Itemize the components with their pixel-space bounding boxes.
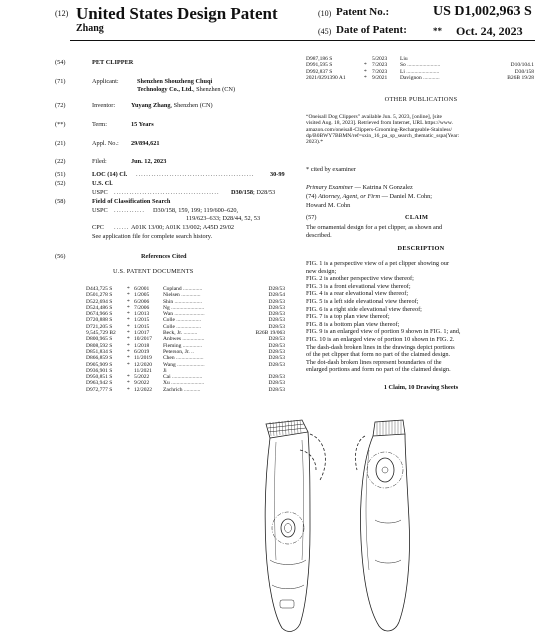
applicant-name: Shenzhen Shouzheng Chuqi (137, 78, 213, 85)
ref-leader: .......... (182, 330, 198, 337)
ref-leader: .. (189, 348, 194, 355)
ref-cited-star: * (127, 311, 130, 318)
date-stars: ** (433, 26, 442, 36)
ref-leader: ............ (182, 386, 201, 393)
ref-class: D28/53 (268, 361, 285, 368)
ref-inventor: Ji (163, 367, 167, 374)
reference-row (306, 75, 534, 81)
ref-date: 11/2021 (134, 367, 152, 374)
loc-leader: .............................................. (136, 171, 255, 178)
ref-date: 1/2005 (134, 292, 150, 299)
ref-inventor: Chen .................... (163, 355, 204, 362)
appl-label: Appl. No.: (92, 140, 119, 147)
ref-cited-star: * (364, 62, 367, 69)
ref-number: D992,837 S (306, 68, 333, 75)
ref-date: 1/2017 (134, 330, 150, 337)
ref-leader: ...................... (170, 374, 203, 381)
loc-label: LOC (14) Cl. (92, 171, 128, 178)
description-line: FIG. 8 is a bottom plan view thereof; (306, 320, 400, 328)
claim-line2: described. (306, 232, 332, 239)
claim-title: CLAIM (405, 214, 429, 221)
clipper-rear-perspective-drawing (345, 410, 435, 640)
ref-cited-star: * (127, 323, 130, 330)
uscl-label: U.S. Cl. (92, 180, 113, 187)
ref-date: 1/2013 (134, 311, 150, 318)
applicant-code: (71) (55, 78, 66, 85)
description-text (306, 260, 538, 374)
other-publication-line: dp/B0BWY7BBMN/ref=sxin_16_pa_sp_search_thematic_sspa(Year: (306, 132, 460, 139)
document-title: United States Design Patent (76, 4, 278, 23)
ref-number: D936,901 S (86, 367, 113, 374)
ref-cited-star: * (364, 74, 367, 81)
ref-number: D972,777 S (86, 386, 113, 393)
ref-leader: ................ (181, 336, 205, 343)
term-value: 15 Years (131, 121, 154, 128)
description-line: FIG. 10 is an enlarged view of portion 10 shown in FIG. 2. (306, 335, 455, 343)
ref-date: 7/2006 (134, 304, 150, 311)
ref-number: D800,965 S (86, 336, 113, 343)
ref-date: 7/2023 (372, 62, 388, 69)
ref-leader: ........................ (169, 380, 205, 387)
patent-no-label: Patent No.: (336, 6, 390, 18)
description-line: enlarged portions and form no part of the claimed design. (306, 366, 451, 374)
clipper-perspective-drawing (230, 410, 350, 640)
ref-leader: .................... (173, 298, 202, 305)
uspc-value: D30/158; D28/53 (231, 189, 276, 196)
ref-date: 5/2023 (372, 56, 388, 62)
ref-class: B26B 19/28 (507, 74, 534, 81)
ref-class: D28/53 (268, 355, 285, 362)
ref-class: D28/53 (268, 323, 285, 330)
title-code: (54) (55, 59, 66, 66)
ref-inventor: Copland .............. (163, 286, 203, 292)
ref-number: 2021/0291390 A1 (306, 74, 346, 81)
ref-date: 11/2019 (134, 355, 152, 362)
ref-number: D720,888 S (86, 317, 113, 324)
ref-number: D950,851 S (86, 374, 113, 381)
inventor-value: Yuyang Zhang, Shenzhen (CN) (131, 102, 213, 109)
attorney: (74) Attorney, Agent, or Firm — Daniel M. Cohn; (306, 193, 433, 200)
filed-label: Filed: (92, 158, 107, 165)
field-note: See application file for complete search history. (92, 233, 213, 240)
ref-class: D28/53 (268, 374, 285, 381)
ref-date: 10/2017 (134, 336, 153, 343)
description-line: FIG. 4 is a rear elevational view thereof; (306, 290, 409, 298)
ref-date: 1/2015 (134, 323, 150, 330)
field-uspc-line2: 119/623–633; D28/44, 52, 53 (186, 215, 261, 222)
reference-row (86, 387, 285, 393)
ref-cited-star: * (127, 348, 130, 355)
ref-cited-star: * (127, 386, 130, 393)
ref-class: D28/53 (268, 386, 285, 393)
ref-class: D28/53 (268, 304, 285, 311)
claim-code: (57) (306, 214, 317, 221)
other-publication-line: amazon.com/oneisall-Clippers-Grooming-Rechargeable-Stainless/ (306, 126, 453, 133)
inventor-code: (72) (55, 102, 66, 109)
ref-cited-star: * (127, 298, 130, 305)
term-code: (**) (55, 121, 66, 128)
filed-value: Jun. 12, 2023 (131, 158, 167, 165)
ref-date: 1/2018 (134, 342, 150, 349)
ref-date: 5/2022 (134, 374, 150, 381)
ref-class: D28/53 (268, 298, 285, 305)
description-line: FIG. 9 is an enlarged view of portion 9 shown in FIG. 1; and, (306, 328, 461, 336)
ref-class: D10/104.1 (510, 62, 534, 69)
loc-code: (51) (55, 171, 66, 178)
ref-leader: ........................ (404, 68, 440, 75)
term-label: Term: (92, 121, 107, 128)
description-line: FIG. 1 is a perspective view of a pet clipper showing our (306, 260, 450, 267)
refs-title: References Cited (141, 253, 187, 260)
ref-leader: .............. (179, 292, 201, 299)
refs-left-table (86, 286, 285, 393)
ref-date: 9/2021 (372, 74, 388, 81)
ref-inventor: Davignon ............ (400, 74, 440, 81)
ref-leader: .................... (174, 355, 204, 362)
ref-number: D987,186 S (306, 56, 333, 62)
ref-inventor: Zachrich ............ (163, 386, 201, 393)
ref-class: D28/53 (268, 311, 285, 318)
ref-cited-star: * (127, 286, 130, 292)
ref-cited-star: * (127, 304, 130, 311)
refs-continued (306, 56, 536, 81)
claim-line1: The ornamental design for a pet clipper, as shown and (306, 224, 443, 231)
claims-summary: 1 Claim, 10 Drawing Sheets (383, 384, 459, 391)
ref-leader: .................. (174, 317, 202, 324)
field-label: Field of Classification Search (92, 198, 171, 205)
description-line: FIG. 2 is another perspective view thereof; (306, 275, 414, 283)
description-line: FIG. 5 is a left side elevational view thereof; (306, 297, 419, 305)
ref-number: D501,278 S (86, 292, 113, 299)
ref-number: D721,205 S (86, 323, 113, 330)
ref-number: D808,592 S (86, 342, 113, 349)
field-uspc-label: USPC (92, 207, 108, 214)
ref-inventor: Anbwes ................ (163, 336, 205, 343)
applicant-name-line2: Technology Co., Ltd., Shenzhen (CN) (137, 86, 236, 93)
code-45: (45) (318, 27, 332, 36)
ref-number: D851,834 S (86, 348, 113, 355)
other-publications-title: OTHER PUBLICATIONS (384, 96, 458, 103)
description-title: DESCRIPTION (397, 245, 445, 252)
loc-value: 30-99 (270, 171, 285, 178)
ref-date: 6/2006 (134, 298, 150, 305)
description-line: The dash-dash broken lines in the drawings depict portions (306, 343, 455, 351)
description-line: FIG. 3 is a front elevational view thereof; (306, 282, 411, 290)
date-of-patent: Oct. 24, 2023 (456, 24, 523, 38)
ref-class: D28/54 (268, 292, 285, 299)
description-line: new design; (306, 267, 337, 275)
ref-number: D524,486 S (86, 304, 113, 311)
ref-number: D674,966 S (86, 311, 113, 318)
ref-class: B26B 19/063 (255, 330, 285, 337)
other-publication-line: “Oneisall Dog Clippers” available Jun. 5, 2023, [online], [site (306, 114, 442, 120)
ref-class: D28/53 (268, 380, 285, 387)
ref-number: D991,595 S (306, 62, 333, 69)
field-uspc-line1: D30/158, 159, 199; 119/600–620, (153, 207, 239, 214)
refs-code: (56) (55, 253, 66, 260)
ref-class: D28/53 (268, 286, 285, 292)
ref-class: D28/53 (268, 342, 285, 349)
ref-inventor: Wan ...................... (163, 311, 205, 318)
ref-date: 12/2020 (134, 361, 153, 368)
description-line: The dot-dash broken lines represent boundaries of the (306, 358, 442, 366)
ref-cited-star: * (127, 317, 130, 324)
ref-number: D905,909 S (86, 361, 113, 368)
attorney-line2: Howard M. Cohn (306, 202, 351, 209)
ref-class: D28/53 (268, 317, 285, 324)
code-10: (10) (318, 9, 332, 18)
description-line: FIG. 7 is a top plan view thereof; (306, 313, 390, 321)
field-uspc-leader: ............ (114, 207, 145, 214)
ref-inventor: Liu (400, 56, 408, 62)
refs-table (86, 286, 286, 393)
ref-inventor: Wang .................... (163, 361, 205, 368)
ref-inventor: Peterson, Jr. .. (163, 348, 194, 355)
ref-leader: .............. (181, 286, 203, 292)
appl-code: (21) (55, 140, 66, 147)
ref-leader: ........................ (169, 304, 205, 311)
ref-number: D522,694 S (86, 298, 113, 305)
ref-inventor: Colle .................. (163, 323, 202, 330)
header-rule (70, 40, 535, 41)
other-publication-line: 2023).* (306, 139, 323, 146)
ref-inventor: Beck, Jr. .......... (163, 330, 198, 337)
appl-value: 29/894,621 (131, 140, 160, 147)
ref-date: 12/2022 (134, 386, 153, 393)
ref-number: D963,942 S (86, 380, 113, 387)
ref-inventor: So ........................ (400, 62, 441, 69)
ref-leader: ............ (421, 74, 440, 81)
ref-inventor: Nielsen .............. (163, 292, 201, 299)
refs-subtitle: U.S. PATENT DOCUMENTS (113, 268, 194, 275)
ref-cited-star: * (127, 361, 130, 368)
ref-leader: .............. (181, 342, 202, 349)
ref-inventor: Ng ........................ (163, 304, 205, 311)
ref-cited-star: * (127, 374, 130, 381)
ref-class: D30/158 (514, 68, 534, 75)
filed-code: (22) (55, 158, 66, 165)
ref-cited-star: * (127, 342, 130, 349)
ref-number: D443,725 S (86, 286, 113, 292)
description-line: of the pet clipper that form no part of the claimed design. (306, 351, 451, 359)
cited-by-examiner: * cited by examiner (306, 166, 356, 173)
field-cpc-leader: ...... (114, 224, 130, 231)
field-code: (58) (55, 198, 66, 205)
field-cpc-value: A01K 13/00; A01K 13/002; A45D 29/02 (131, 224, 235, 231)
ref-leader: .................... (175, 361, 205, 368)
ref-date: 9/2022 (134, 380, 150, 387)
ref-leader: ........................ (405, 62, 441, 69)
ref-leader: ...................... (172, 311, 205, 318)
patent-number: US D1,002,963 S (433, 4, 532, 19)
ref-class: D28/53 (268, 348, 285, 355)
uspc-leader: ......................................... (114, 189, 220, 196)
ref-cited-star: * (127, 292, 130, 299)
ref-cited-star: * (127, 380, 130, 387)
other-publication-line: visited Aug. 18, 2023]. Retrieved from Internet, URL https://www. (306, 120, 453, 127)
date-of-patent-label: Date of Patent: (336, 24, 407, 36)
ref-cited-star: * (127, 336, 130, 343)
uspc-label: USPC (92, 189, 108, 196)
ref-date: 7/2023 (372, 68, 388, 75)
code-12: (12) (55, 9, 69, 18)
ref-date: 6/2019 (134, 348, 150, 355)
ref-inventor: Colle .................. (163, 317, 202, 324)
ref-inventor: Li ........................ (400, 68, 440, 75)
patent-title: PET CLIPPER (92, 59, 134, 66)
applicant-label: Applicant: (92, 78, 119, 85)
inventor-surname: Zhang (76, 23, 104, 34)
description-line: FIG. 6 is a right side elevational view thereof; (306, 305, 422, 313)
primary-examiner: Primary Examiner — Katrina N Gonzalez (306, 184, 413, 191)
uscl-code: (52) (55, 180, 66, 187)
ref-date: 1/2015 (134, 317, 150, 324)
ref-leader: .................. (174, 323, 202, 330)
ref-number: 9,545,729 B2 (86, 330, 116, 337)
ref-number: D866,859 S (86, 355, 113, 362)
ref-cited-star: * (127, 330, 130, 337)
ref-inventor: Fleming .............. (163, 342, 202, 349)
ref-date: 6/2001 (134, 286, 150, 292)
other-publications-text (306, 114, 538, 145)
ref-cited-star: * (127, 355, 130, 362)
field-cpc-label: CPC (92, 224, 104, 231)
inventor-label: Inventor: (92, 102, 116, 109)
ref-cited-star: * (364, 68, 367, 75)
refs-right-table (306, 56, 534, 81)
ref-inventor: Shin .................... (163, 298, 202, 305)
ref-inventor: Xu ........................ (163, 380, 205, 387)
ref-inventor: Cai ...................... (163, 374, 203, 381)
ref-class: D28/53 (268, 336, 285, 343)
